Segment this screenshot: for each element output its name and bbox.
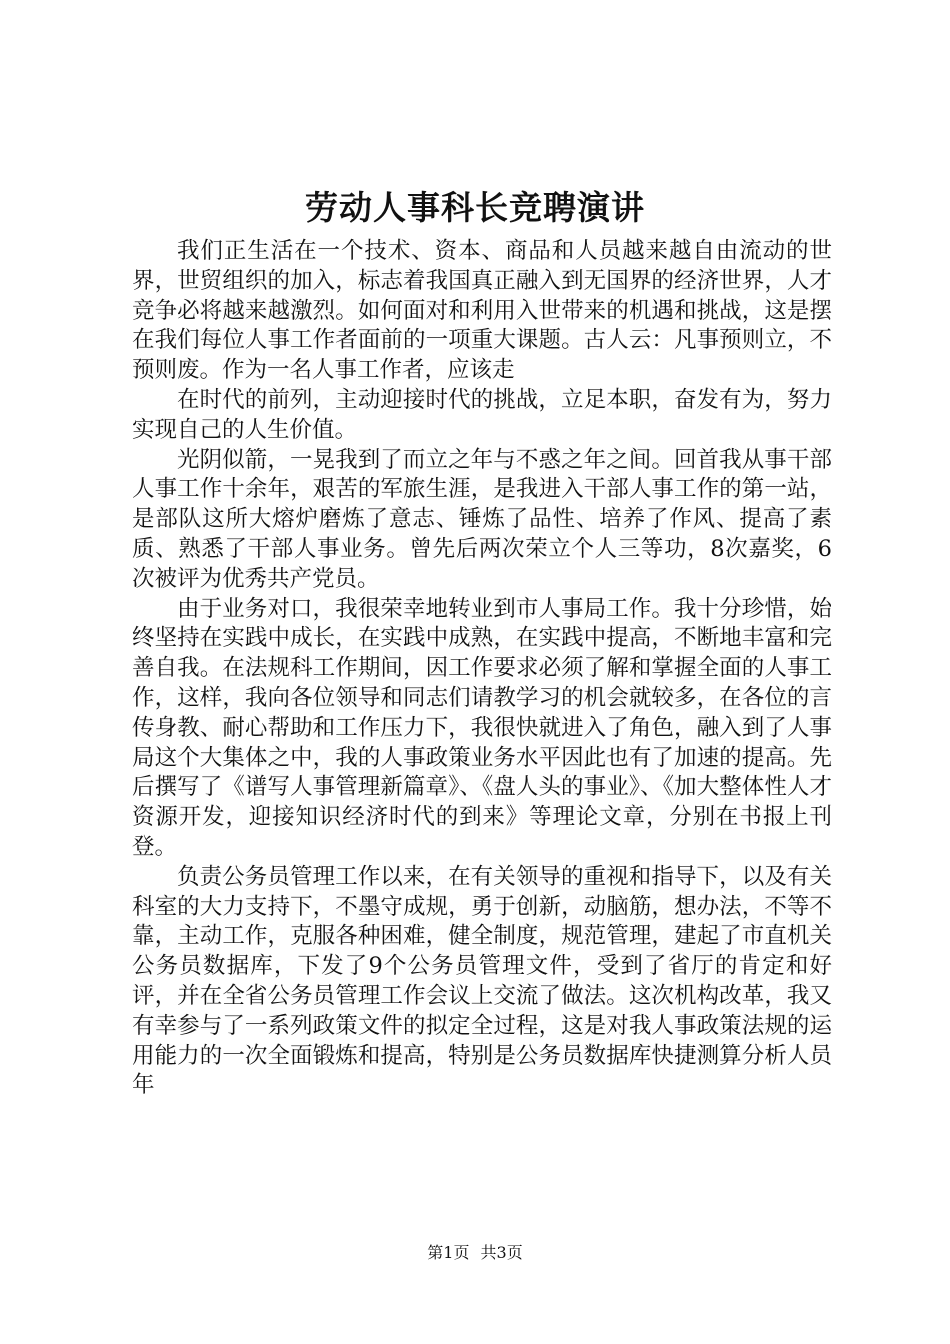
paragraph-4: 由于业务对口，我很荣幸地转业到市人事局工作。我十分珍惜，始终坚持在实践中成长，在实践中成熟，在实践中提高，不断地丰富和完善自我。在法规科工作期间，因工作要求必须了解和掌握全面的人事工作，这样，我向各位领导和同志们请教学习的机会就较多，在各位的言传身教、耐心帮助和工作压力下，我很快就进入了角色，融入到了人事局这个大集体之中，我的人事政策业务水平因此也有了加速的提高。先后撰写了《谱写人事管理新篇章》、《盘人头的事业》、《加大整体性人才资源开发，迎接知识经济时代的到来》等理论文章，分别在书报上刊登。 bbox=[132, 595, 832, 860]
paragraph-3: 光阴似箭，一晃我到了而立之年与不惑之年之间。回首我从事干部人事工作十余年，艰苦的军旅生涯，是我进入干部人事工作的第一站，是部队这所大熔炉磨炼了意志、锤炼了品性、培养了作风、提高了素质、熟悉了干部人事业务。曾先后两次荣立个人三等功，8次嘉奖，6次被评为优秀共产党员。 bbox=[132, 446, 832, 592]
paragraph-1: 我们正生活在一个技术、资本、商品和人员越来越自由流动的世界，世贸组织的加入，标志着我国真正融入到无国界的经济世界，人才竞争必将越来越激烈。如何面对和利用入世带来的机遇和挑战，这是摆在我们每位人事工作者面前的一项重大课题。古人云：凡事预则立，不预则废。作为一名人事工作者，应该走 bbox=[132, 238, 832, 384]
document-body bbox=[132, 237, 832, 1101]
page-footer: 第1页 共3页 bbox=[427, 1243, 523, 1262]
paragraph-2: 在时代的前列，主动迎接时代的挑战，立足本职，奋发有为，努力实现自己的人生价值。 bbox=[132, 386, 832, 443]
paragraph-5: 负责公务员管理工作以来，在有关领导的重视和指导下，以及有关科室的大力支持下，不墨守成规，勇于创新，动脑筋，想办法，不等不靠，主动工作，克服各种困难，健全制度，规范管理，建起了市直机关公务员数据库，下发了9个公务员管理文件，受到了省厅的肯定和好评，并在全省公务员管理工作会议上交流了做法。这次机构改革，我又有幸参与了一系列政策文件的拟定全过程，这是对我人事政策法规的运用能力的一次全面锻炼和提高，特别是公务员数据库快捷测算分析人员年 bbox=[132, 863, 832, 1099]
document-title: 劳动人事科长竞聘演讲 bbox=[305, 188, 645, 227]
